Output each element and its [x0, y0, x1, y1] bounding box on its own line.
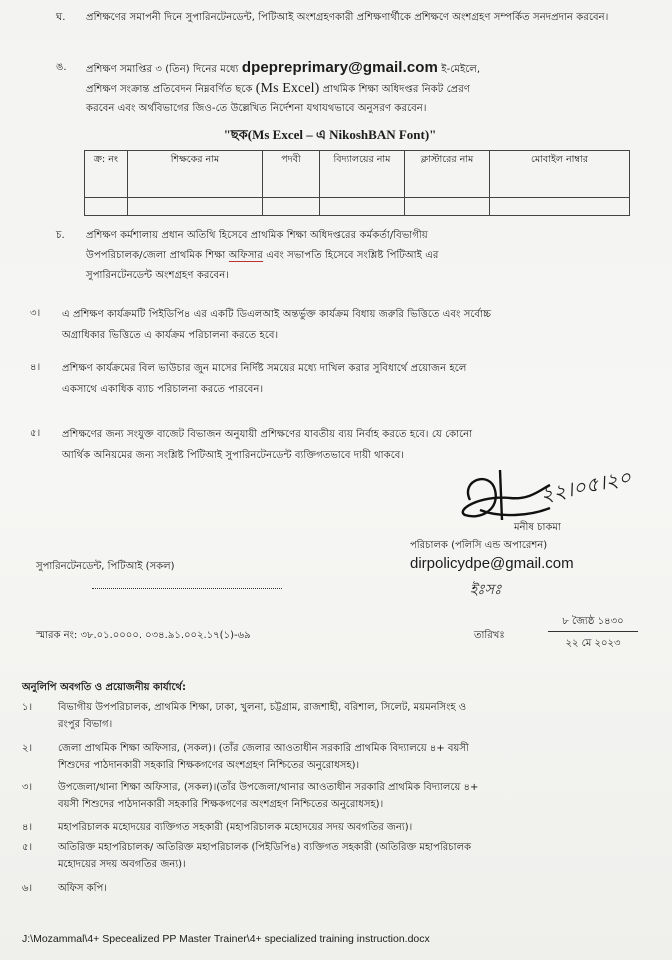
- table-header: বিদ্যালয়ের নাম: [320, 151, 405, 198]
- cc-text: মহোদয়ের সদয় অবগতির জন্য)।: [58, 859, 186, 870]
- paragraph-number: ৫।: [30, 428, 41, 439]
- paragraph-text: আর্থিক অনিয়মের জন্য সংশ্লিষ্ট পিটিআই সুপারিনটেনডেন্ট ব্যক্তিগতভাবে দায়ী থাকবে।: [62, 450, 405, 461]
- item-text: প্রশিক্ষণ সমাপ্তির ৩ (তিন) দিনের মধ্যে: [86, 64, 239, 75]
- cc-text: মহাপরিচালক মহোদয়ের ব্যক্তিগত সহকারী (মহাপরিচালক মহোদয়ের সদয় অবগতির জন্য)।: [58, 822, 413, 833]
- cc-item: [22, 740, 642, 776]
- table-cell: [263, 198, 320, 216]
- paragraph-text: প্রশিক্ষণের জন্য সংযুক্ত বাজেট বিভাজন অনুযায়ী প্রশিক্ষণের যাবতীয় ব্যয় নির্বাহ করতে হবে। যে কোনো: [62, 429, 473, 440]
- signatory-designation: পরিচালক (পলিসি এন্ড অপারেশন): [410, 540, 548, 551]
- paragraph-text: অগ্রাধিকার ভিত্তিতে এ কার্যক্রম পরিচালনা করতে হবে।: [62, 330, 279, 341]
- paragraph-number: ৪।: [30, 362, 41, 373]
- item-text: প্রশিক্ষণ সংক্রান্ত প্রতিবেদন নিম্নবর্ণিত ছকে: [86, 84, 253, 95]
- cc-number: ৩।: [22, 782, 33, 793]
- table-cell: [128, 198, 263, 216]
- ms-excel-label: (Ms Excel): [255, 81, 320, 96]
- signatory-email[interactable]: dirpolicydpe@gmail.com: [410, 555, 574, 572]
- cc-item: [22, 819, 642, 837]
- paragraph-text: একসাথে একাধিক ব্যাচ পরিচালনা করতে পারবেন।: [62, 384, 264, 395]
- cc-text: উপজেলা/থানা শিক্ষা অফিসার, (সকল)।(তাঁর উপজেলা/থানার আওতাধীন সরকারি প্রাথমিক বিদ্যালয়ে ৪+: [58, 782, 479, 793]
- item-text: ই-মেইলে,: [441, 64, 481, 75]
- item-text: উপপরিচালক/জেলা প্রাথমিক শিক্ষা: [86, 250, 226, 261]
- table-header: শিক্ষকের নাম: [128, 151, 263, 198]
- format-note: "ছক(Ms Excel – এ NikoshBAN Font)": [223, 127, 437, 142]
- item-number: চ.: [56, 230, 65, 241]
- cc-number: ২।: [22, 743, 33, 754]
- dotted-line: [92, 588, 282, 589]
- item-text: এবং সভাপতি হিসেবে সংশ্লিষ্ট পিটিআই এর: [266, 250, 439, 261]
- table-header: পদবী: [263, 151, 320, 198]
- table-cell: [320, 198, 405, 216]
- item-text: সুপারিনটেনডেন্ট অংশগ্রহণ করবেন।: [86, 270, 229, 281]
- cc-number: ৫।: [22, 842, 33, 853]
- paragraph-number: ৩।: [30, 308, 41, 319]
- item-number: ঙ.: [56, 62, 67, 73]
- paragraph-3: [30, 304, 640, 348]
- handwritten-date: ২২।০৫।২০: [537, 464, 634, 508]
- cc-text: রংপুর বিভাগ।: [58, 719, 113, 730]
- paragraph-4: [30, 358, 640, 402]
- cc-item: [22, 880, 642, 898]
- cc-item: [22, 779, 642, 815]
- cc-number: ৬।: [22, 883, 33, 894]
- table-header: ক্র: নং: [85, 151, 128, 198]
- item-text: করবেন এবং অর্থবিভাগের জিও-তে উল্লেখিত নির্দেশনা যথাযথভাবে অনুসরণ করবেন।: [86, 103, 427, 114]
- table-header-row: [85, 151, 630, 198]
- cc-text: অতিরিক্ত মহাপরিচালক/ অতিরিক্ত মহাপরিচালক (পিইডিপি৪) ব্যক্তিগত সহকারী (অতিরিক্ত মহাপরিচালক: [58, 842, 472, 853]
- cc-number: ৪।: [22, 822, 33, 833]
- memo-reference: [36, 628, 251, 645]
- table-row: [85, 198, 630, 216]
- cc-item: [22, 699, 642, 735]
- cc-heading: অনুলিপি অবগতি ও প্রয়োজনীয় কার্যার্থে:: [22, 682, 187, 693]
- paragraph-text: প্রশিক্ষণ কার্যক্রমের বিল ভাউচার জুন মাসের নির্দিষ্ট সময়ের মধ্যে দাখিল করার সুবিধার্থে প্রয়োজন হলে: [62, 363, 467, 374]
- item-cha: [56, 226, 636, 288]
- cc-text: শিশুদের পাঠদানকারী সহকারি শিক্ষকগণের অংশগ্রহণ নিশ্চিতের অনুরোধসহ)।: [58, 760, 360, 771]
- item-text: প্রশিক্ষণ কর্মশালায় প্রধান অতিথি হিসেবে প্রাথমিক শিক্ষা অধিদপ্তরের কর্মকর্তা/বিভাগীয়: [86, 230, 428, 241]
- paragraph-text: এ প্রশিক্ষণ কার্যক্রমটি পিইডিপি৪ এর একটি ডিএলআই অন্তর্ভুক্ত কার্যক্রম বিধায় জরুরি ভিত্তিতে এবং সর্বোচ্চ: [62, 309, 492, 320]
- highlighted-word: অফিসার: [228, 250, 263, 261]
- item-number: ঘ.: [56, 12, 66, 23]
- recipient: সুপারিনটেনডেন্ট, পিটিআই (সকল): [36, 561, 175, 572]
- cc-text: অফিস কপি।: [58, 883, 107, 894]
- cc-text: বিভাগীয় উপপরিচালক, প্রাথমিক শিক্ষা, ঢাকা, খুলনা, চট্টগ্রাম, রাজশাহী, বরিশাল, সিলেট, ময়মনসিংহ ও: [58, 702, 467, 713]
- memo-ref-value: ৩৮.০১.০০০০. ০৩৪.৯১.০০২.১৭(১)-৬৯: [80, 630, 251, 641]
- report-email[interactable]: dpepreprimary@gmail.com: [241, 59, 438, 76]
- initial-mark: ইঃসঃ: [470, 582, 502, 598]
- table-cell: [490, 198, 630, 216]
- date-bangla: ৮ জ্যৈষ্ঠ ১৪৩০: [548, 614, 638, 632]
- item-text: প্রাথমিক শিক্ষা অধিদপ্তর নিকট প্রেরণ: [322, 84, 470, 95]
- report-format-table: [84, 150, 630, 216]
- item-text: প্রশিক্ষণের সমাপনী দিনে সুপারিনটেনডেন্ট, পিটিআই অংশগ্রহণকারী প্রশিক্ষণার্থীকে প্রশিক্ষণে অংশগ্রহণ সম্পর্কিত সনদপ্রদান করবেন।: [86, 12, 609, 23]
- cc-text: বয়সী শিশুদের পাঠদানকারী সহকারি শিক্ষকগণের অংশগ্রহণ নিশ্চিতের অনুরোধসহ)।: [58, 799, 384, 810]
- date-label: তারিখঃ: [474, 630, 505, 641]
- file-path: J:\Mozammal\4+ Specealized PP Master Trainer\4+ specialized training instruction.docx: [22, 933, 430, 945]
- cc-item: [22, 839, 642, 875]
- date-english: ২২ মে ২০২৩: [565, 638, 621, 649]
- table-header: ক্লাস্টারের নাম: [405, 151, 490, 198]
- signatory-name: মনীষ চাকমা: [514, 522, 561, 533]
- table-cell: [405, 198, 490, 216]
- cc-number: ১।: [22, 702, 33, 713]
- table-cell: [85, 198, 128, 216]
- memo-ref-label: স্মারক নং:: [36, 630, 78, 641]
- item-uma: [56, 58, 636, 118]
- cc-text: জেলা প্রাথমিক শিক্ষা অফিসার, (সকল)। (তাঁর জেলার আওতাধীন সরকারি প্রাথমিক বিদ্যালয়ে ৪+ বয়সী: [58, 743, 469, 754]
- table-header: মোবাইল নাম্বার: [490, 151, 630, 198]
